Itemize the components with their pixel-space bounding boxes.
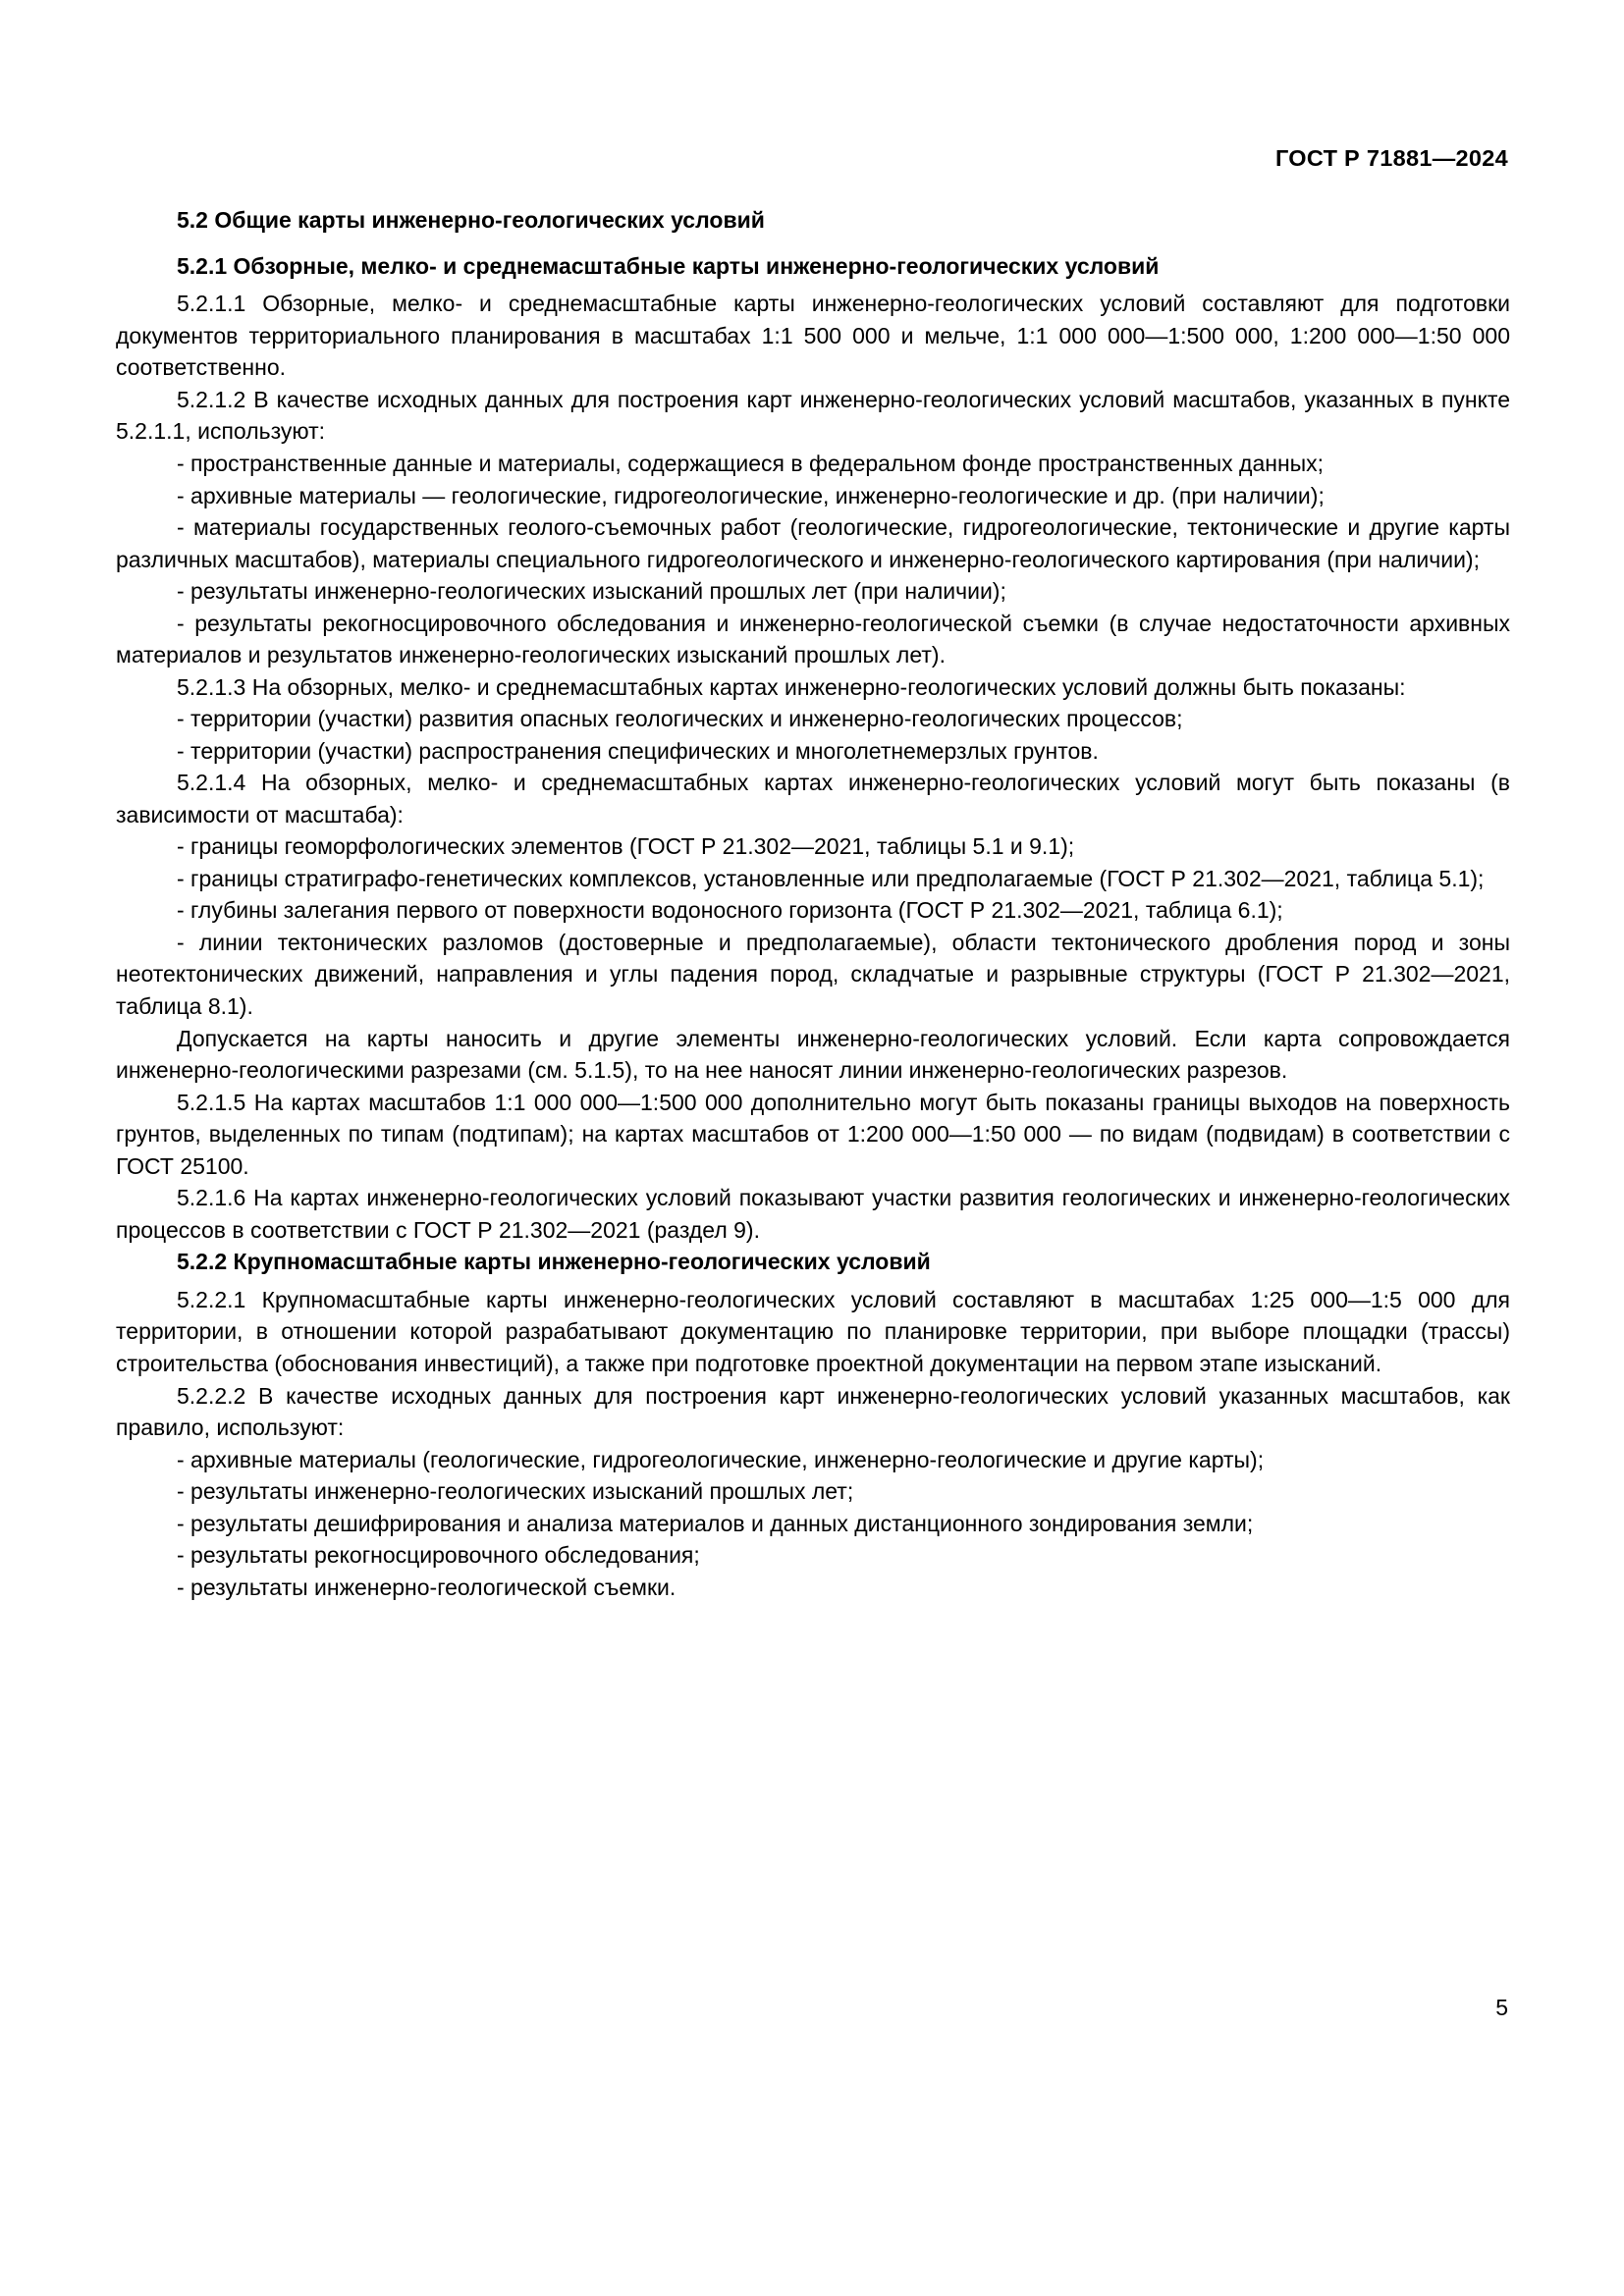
page-number: 5	[1495, 1995, 1508, 2020]
body-paragraph: - границы геоморфологических элементов (ГОСТ Р 21.302—2021, таблицы 5.1 и 9.1);	[177, 833, 1075, 860]
body-paragraph: - глубины залегания первого от поверхности водоносного горизонта (ГОСТ Р 21.302—2021, таблица 6.1);	[177, 897, 1283, 924]
body-paragraph: - результаты инженерно-геологических изысканий прошлых лет (при наличии);	[177, 578, 1006, 605]
body-paragraph: 5.2.2.2 В качестве исходных данных для построения карт инженерно-геологических условий указанных масштабов, как правило, используют:	[116, 1382, 1510, 1441]
section-heading-3: 5.2.2 Крупномасштабные карты инженерно-геологических условий	[177, 1249, 931, 1275]
body-paragraph: - границы стратиграфо-генетических комплексов, установленные или предполагаемые (ГОСТ Р 21.302—2021, таблица 5.1);	[177, 865, 1485, 891]
body-paragraph: - архивные материалы (геологические, гидрогеологические, инженерно-геологические и другие карты);	[177, 1446, 1265, 1472]
body-paragraph: 5.2.2.1 Крупномасштабные карты инженерно-геологических условий составляют в масштабах 1:25 000—1:5 000 для территории, в отношении которой разрабатывают документацию по планировке территории, при выборе площадки (трассы) строительства (обоснования инвестиций), а также при подготовке проектной документации на первом этапе изысканий.	[116, 1286, 1510, 1376]
body-paragraph: 5.2.1.1 Обзорные, мелко- и среднемасштабные карты инженерно-геологических условий составляют для подготовки документов территориального планирования в масштабах 1:1 500 000 и мельче, 1:1 000 000—1:500 000, 1:200 000—1:50 000 соответственно.	[116, 291, 1510, 381]
body-paragraph: - материалы государственных геолого-съемочных работ (геологические, гидрогеологические, тектонические и другие карты различных масштабов), материалы специального гидрогеологического и инженерно-геологического картирования (при наличии);	[116, 514, 1510, 572]
body-paragraph: 5.2.1.3 На обзорных, мелко- и среднемасштабных картах инженерно-геологических условий должны быть показаны:	[177, 673, 1406, 700]
page-header-standard-number: ГОСТ Р 71881—2024	[1275, 145, 1508, 171]
body-paragraph: 5.2.1.6 На картах инженерно-геологических условий показывают участки развития геологических и инженерно-геологических процессов в соответствии с ГОСТ Р 21.302—2021 (раздел 9).	[116, 1185, 1510, 1243]
document-body	[116, 204, 1510, 1603]
body-paragraph: - пространственные данные и материалы, содержащиеся в федеральном фонде пространственных данных;	[177, 450, 1325, 476]
body-paragraph: - результаты инженерно-геологических изысканий прошлых лет;	[177, 1478, 854, 1505]
section-heading-2: 5.2 Общие карты инженерно-геологических условий	[177, 207, 765, 233]
body-paragraph: - результаты рекогносцировочного обследования;	[177, 1542, 700, 1569]
body-paragraph: - результаты дешифрирования и анализа материалов и данных дистанционного зондирования земли;	[177, 1510, 1254, 1536]
body-paragraph: - результаты рекогносцировочного обследования и инженерно-геологической съемки (в случае недостаточности архивных материалов и результатов инженерно-геологических изысканий прошлых лет).	[116, 610, 1510, 668]
body-paragraph: - территории (участки) распространения специфических и многолетнемерзлых грунтов.	[177, 737, 1099, 764]
section-heading-3: 5.2.1 Обзорные, мелко- и среднемасштабные карты инженерно-геологических условий	[177, 252, 1160, 279]
body-paragraph: - линии тектонических разломов (достоверные и предполагаемые), области тектонического дробления пород и зоны неотектонических движений, направления и углы падения пород, складчатые и разрывные структуры (ГОСТ Р 21.302—2021, таблица 8.1).	[116, 929, 1510, 1019]
body-paragraph: Допускается на карты наносить и другие элементы инженерно-геологических условий. Если карта сопровождается инженерно-геологическими разрезами (см. 5.1.5), то на нее наносят линии инженерно-геологических разрезов.	[116, 1025, 1510, 1084]
body-paragraph: 5.2.1.5 На картах масштабов 1:1 000 000—1:500 000 дополнительно могут быть показаны границы выходов на поверхность грунтов, выделенных по типам (подтипам); на картах масштабов от 1:200 000—1:50 000 — по видам (подвидам) в соответствии с ГОСТ 25100.	[116, 1089, 1510, 1179]
body-paragraph: 5.2.1.2 В качестве исходных данных для построения карт инженерно-геологических условий масштабов, указанных в пункте 5.2.1.1, используют:	[116, 386, 1510, 445]
body-paragraph: - архивные материалы — геологические, гидрогеологические, инженерно-геологические и др. (при наличии);	[177, 482, 1325, 508]
body-paragraph: - территории (участки) развития опасных геологических и инженерно-геологических процессов;	[177, 706, 1183, 732]
body-paragraph: - результаты инженерно-геологической съемки.	[177, 1574, 677, 1600]
body-paragraph: 5.2.1.4 На обзорных, мелко- и среднемасштабных картах инженерно-геологических условий могут быть показаны (в зависимости от масштаба):	[116, 770, 1510, 828]
